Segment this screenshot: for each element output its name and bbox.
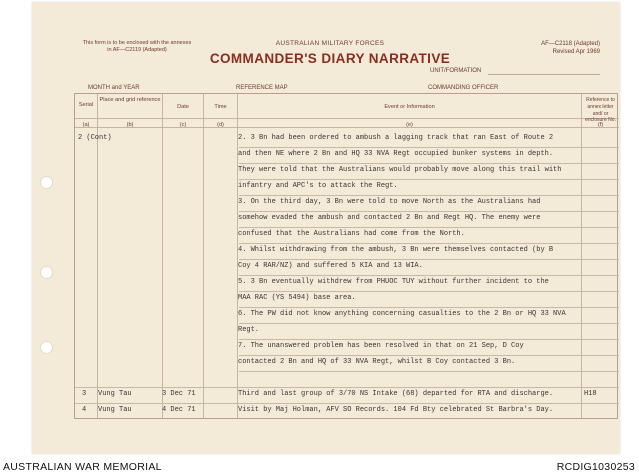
entry-serial: 3 (82, 390, 87, 398)
column-header-serial: Serial (78, 102, 94, 108)
header-divider (75, 118, 619, 119)
entry-serial: 4 (82, 406, 87, 414)
entry-place: Vung Tau (98, 390, 132, 398)
commanding-officer-label: COMMANDING OFFICER (428, 85, 499, 91)
form-number: AF—C2118 (Adapted) (541, 41, 600, 47)
column-code-f: (f) (597, 122, 604, 128)
entry-line: Regt. (238, 326, 260, 334)
entry-line: confused that the Australians had come from the North. (238, 230, 465, 238)
entry-line: and then NE where 2 Bn and HQ 33 NVA Regt occupied bunker systems in depth. (238, 150, 554, 158)
ruled-line (239, 371, 619, 372)
column-header-event: Event or Information (384, 104, 435, 110)
column-code-a: (a) (82, 122, 90, 128)
ruled-line (239, 355, 619, 356)
ruled-line (239, 275, 619, 276)
month-year-label: MONTH and YEAR (88, 85, 140, 91)
reference-map-label: REFERENCE MAP (236, 85, 288, 91)
column-header-date: Date (177, 104, 189, 110)
ruled-line (239, 307, 619, 308)
form-number-block (510, 40, 600, 57)
ruled-line (239, 211, 619, 212)
ruled-line (239, 147, 619, 148)
ruled-line (239, 227, 619, 228)
ruled-line (239, 163, 619, 164)
entry-line: 2. 3 Bn had been ordered to ambush a lagging track that ran East of Route 2 (238, 134, 554, 142)
column-divider (203, 94, 204, 418)
column-divider (581, 94, 582, 418)
punch-hole (40, 266, 53, 279)
page-title: COMMANDER'S DIARY NARRATIVE (209, 51, 451, 66)
ruled-line (239, 259, 619, 260)
column-header-reference: Reference to annex letter and/ or enclosure No. (585, 97, 616, 124)
entry-line: 3. On the third day, 3 Bn were told to move North as the Australians had (238, 198, 541, 206)
unit-formation-line (488, 74, 600, 75)
entry-line: 5. 3 Bn eventually withdrew from PHUOC TUY without further incident to the (238, 278, 549, 286)
entry-date: 3 Dec 71 (162, 390, 196, 398)
entry-reference: H18 (584, 390, 597, 398)
ruled-line (239, 243, 619, 244)
archive-credit: AUSTRALIAN WAR MEMORIAL (3, 461, 162, 473)
ruled-line (239, 339, 619, 340)
entry-line: Coy 4 RAR/NZ) and suffered 5 KIA and 13 WIA. (238, 262, 423, 270)
column-divider (237, 94, 238, 418)
punch-hole (40, 176, 53, 189)
punch-hole (40, 341, 53, 354)
column-header-time: Time (214, 104, 227, 110)
entry-line: Third and last group of 3/70 NS Intake (68) departed for RTA and discharge. (238, 390, 554, 398)
entry-line: contacted 2 Bn and HQ of 33 NVA Regt, whilst B Coy contacted 3 Bn. (238, 358, 516, 366)
row-rule (75, 403, 619, 404)
form-note: This form is to be enclosed with the annexes in AF—C2119 (Adapted) (82, 40, 192, 54)
ruled-line (239, 291, 619, 292)
column-divider (162, 94, 163, 418)
ruled-line (239, 179, 619, 180)
record-id: RCDIG1030253 (556, 461, 635, 473)
column-code-e: (e) (406, 122, 413, 128)
entry-line: MAA RAC (YS 5494) base area. (238, 294, 356, 302)
entry-line: 6. The PW did not know anything concerning casualties to the 2 Bn or HQ 33 NVA (238, 310, 566, 318)
column-header-place: Place and grid reference (99, 97, 161, 103)
row-rule (75, 387, 619, 388)
entry-serial: 2 (Cont) (78, 134, 112, 142)
column-code-d: (d) (217, 122, 224, 128)
ruled-line (239, 195, 619, 196)
entry-line: 4. Whilst withdrawing from the ambush, 3 Bn were themselves contacted (by B (238, 246, 554, 254)
ruled-line (239, 323, 619, 324)
entry-line: somehow evaded the ambush and contacted 2 Bn and Regt HQ. The enemy were (238, 214, 541, 222)
entry-line: 7. The unanswered problem has been resolved in that on 21 Sep, D Coy (238, 342, 524, 350)
column-divider (97, 94, 98, 418)
unit-formation-label: UNIT/FORMATION (430, 68, 482, 74)
revised-date: Revised Apr 1969 (552, 49, 600, 56)
column-code-b: (b) (126, 122, 134, 128)
entry-line: infantry and APC's to attack the Regt. (238, 182, 398, 190)
entry-date: 4 Dec 71 (162, 406, 196, 414)
organisation-heading: AUSTRALIAN MILITARY FORCES (275, 40, 385, 47)
entry-line: They were told that the Australians would probably move along this trail with (238, 166, 562, 174)
column-code-c: (c) (179, 122, 187, 128)
entry-place: Vung Tau (98, 406, 132, 414)
entry-line: Visit by Maj Holman, AFV SO Records. 104 Fd Bty celebrated St Barbra's Day. (238, 406, 554, 414)
